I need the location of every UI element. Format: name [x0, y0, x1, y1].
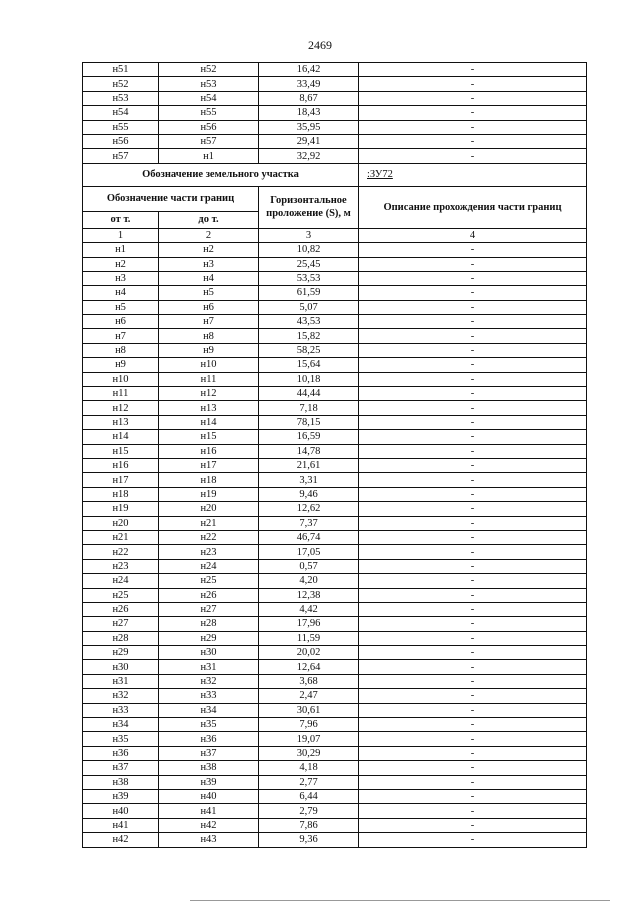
table-row — [83, 833, 587, 847]
to-point-cell: н16 — [159, 444, 259, 458]
to-point-cell: н12 — [159, 387, 259, 401]
from-point-cell: н27 — [83, 617, 159, 631]
table-row — [83, 77, 587, 91]
table-row — [83, 415, 587, 429]
from-point-cell: н28 — [83, 631, 159, 645]
from-point-cell: н17 — [83, 473, 159, 487]
to-point-cell: н37 — [159, 746, 259, 760]
from-point-cell: н22 — [83, 545, 159, 559]
to-point-cell: н30 — [159, 646, 259, 660]
to-point-cell: н2 — [159, 243, 259, 257]
to-point-cell: н25 — [159, 574, 259, 588]
distance-cell: 6,44 — [259, 789, 359, 803]
distance-cell: 43,53 — [259, 315, 359, 329]
description-cell: - — [359, 487, 587, 501]
to-point-cell: н27 — [159, 602, 259, 616]
to-point-cell: н55 — [159, 106, 259, 120]
to-point-header: до т. — [159, 211, 259, 228]
distance-cell: 3,68 — [259, 674, 359, 688]
from-point-cell: н16 — [83, 458, 159, 472]
from-point-cell: н39 — [83, 789, 159, 803]
description-cell: - — [359, 833, 587, 847]
table-row — [83, 617, 587, 631]
distance-cell: 10,82 — [259, 243, 359, 257]
description-cell: - — [359, 746, 587, 760]
description-cell: - — [359, 674, 587, 688]
table-row — [83, 746, 587, 760]
distance-cell: 16,42 — [259, 63, 359, 77]
from-point-cell: н33 — [83, 703, 159, 717]
distance-cell: 17,96 — [259, 617, 359, 631]
from-point-cell: н9 — [83, 358, 159, 372]
distance-cell: 3,31 — [259, 473, 359, 487]
distance-cell: 7,96 — [259, 718, 359, 732]
from-point-cell: н11 — [83, 387, 159, 401]
description-cell: - — [359, 689, 587, 703]
description-cell: - — [359, 243, 587, 257]
to-point-cell: н28 — [159, 617, 259, 631]
description-cell: - — [359, 545, 587, 559]
description-cell: - — [359, 63, 587, 77]
from-point-cell: н12 — [83, 401, 159, 415]
from-point-cell: н24 — [83, 574, 159, 588]
table-row — [83, 401, 587, 415]
table-row — [83, 257, 587, 271]
to-point-cell: н11 — [159, 372, 259, 386]
from-point-cell: н31 — [83, 674, 159, 688]
table-row — [83, 387, 587, 401]
description-cell: - — [359, 358, 587, 372]
to-point-cell: н56 — [159, 120, 259, 134]
distance-cell: 58,25 — [259, 343, 359, 357]
table-row — [83, 473, 587, 487]
distance-cell: 44,44 — [259, 387, 359, 401]
description-cell: - — [359, 703, 587, 717]
table-row — [83, 574, 587, 588]
table-row — [83, 502, 587, 516]
from-point-cell: н52 — [83, 77, 159, 91]
description-cell: - — [359, 120, 587, 134]
distance-cell: 16,59 — [259, 430, 359, 444]
to-point-cell: н18 — [159, 473, 259, 487]
table-row — [83, 271, 587, 285]
table-row — [83, 804, 587, 818]
distance-cell: 18,43 — [259, 106, 359, 120]
from-point-header: от т. — [83, 211, 159, 228]
description-cell: - — [359, 401, 587, 415]
column-number: 1 — [83, 228, 159, 242]
to-point-cell: н41 — [159, 804, 259, 818]
description-cell: - — [359, 444, 587, 458]
to-point-cell: н39 — [159, 775, 259, 789]
description-cell: - — [359, 559, 587, 573]
from-point-cell: н5 — [83, 300, 159, 314]
table-row — [83, 106, 587, 120]
to-point-cell: н36 — [159, 732, 259, 746]
table-row — [83, 300, 587, 314]
from-point-cell: н2 — [83, 257, 159, 271]
table-row — [83, 358, 587, 372]
description-cell: - — [359, 602, 587, 616]
to-point-cell: н31 — [159, 660, 259, 674]
parcel-header — [83, 163, 587, 242]
distance-cell: 5,07 — [259, 300, 359, 314]
from-point-cell: н1 — [83, 243, 159, 257]
description-cell: - — [359, 789, 587, 803]
description-cell: - — [359, 315, 587, 329]
distance-cell: 7,37 — [259, 516, 359, 530]
to-point-cell: н22 — [159, 530, 259, 544]
to-point-cell: н14 — [159, 415, 259, 429]
to-point-cell: н9 — [159, 343, 259, 357]
table-row — [83, 530, 587, 544]
table-row — [83, 732, 587, 746]
description-cell: - — [359, 502, 587, 516]
table-row — [83, 487, 587, 501]
from-point-cell: н42 — [83, 833, 159, 847]
page-edge-line — [190, 900, 610, 901]
parcel-label: Обозначение земельного участка — [83, 163, 359, 186]
table-row — [83, 149, 587, 163]
distance-cell: 4,20 — [259, 574, 359, 588]
table-row — [83, 430, 587, 444]
from-point-cell: н36 — [83, 746, 159, 760]
table-row — [83, 660, 587, 674]
distance-cell: 30,29 — [259, 746, 359, 760]
description-cell: - — [359, 588, 587, 602]
from-point-cell: н30 — [83, 660, 159, 674]
from-point-cell: н54 — [83, 106, 159, 120]
to-point-cell: н43 — [159, 833, 259, 847]
description-cell: - — [359, 818, 587, 832]
distance-cell: 35,95 — [259, 120, 359, 134]
from-point-cell: н29 — [83, 646, 159, 660]
from-point-cell: н51 — [83, 63, 159, 77]
distance-cell: 2,47 — [259, 689, 359, 703]
from-point-cell: н38 — [83, 775, 159, 789]
distance-cell: 15,64 — [259, 358, 359, 372]
distance-cell: 9,36 — [259, 833, 359, 847]
distance-cell: 30,61 — [259, 703, 359, 717]
table-row — [83, 444, 587, 458]
distance-cell: 0,57 — [259, 559, 359, 573]
from-point-cell: н6 — [83, 315, 159, 329]
from-point-cell: н4 — [83, 286, 159, 300]
from-point-cell: н21 — [83, 530, 159, 544]
table-row — [83, 134, 587, 148]
to-point-cell: н15 — [159, 430, 259, 444]
description-cell: - — [359, 775, 587, 789]
from-point-cell: н8 — [83, 343, 159, 357]
from-point-cell: н13 — [83, 415, 159, 429]
description-cell: - — [359, 430, 587, 444]
to-point-cell: н42 — [159, 818, 259, 832]
from-point-cell: н18 — [83, 487, 159, 501]
from-point-cell: н40 — [83, 804, 159, 818]
description-cell: - — [359, 134, 587, 148]
to-point-cell: н20 — [159, 502, 259, 516]
table-row — [83, 243, 587, 257]
to-point-cell: н40 — [159, 789, 259, 803]
from-point-cell: н26 — [83, 602, 159, 616]
table-row — [83, 775, 587, 789]
distance-cell: 20,02 — [259, 646, 359, 660]
table-row — [83, 602, 587, 616]
distance-cell: 10,18 — [259, 372, 359, 386]
to-point-cell: н7 — [159, 315, 259, 329]
description-cell: - — [359, 343, 587, 357]
to-point-cell: н21 — [159, 516, 259, 530]
description-cell: - — [359, 415, 587, 429]
from-point-cell: н23 — [83, 559, 159, 573]
distance-cell: 2,77 — [259, 775, 359, 789]
distance-cell: 7,18 — [259, 401, 359, 415]
distance-cell: 25,45 — [259, 257, 359, 271]
from-point-cell: н25 — [83, 588, 159, 602]
distance-cell: 2,79 — [259, 804, 359, 818]
description-cell: - — [359, 257, 587, 271]
from-point-cell: н35 — [83, 732, 159, 746]
description-cell: - — [359, 530, 587, 544]
to-point-cell: н52 — [159, 63, 259, 77]
description-cell: - — [359, 646, 587, 660]
from-point-cell: н34 — [83, 718, 159, 732]
from-point-cell: н53 — [83, 91, 159, 105]
table-row — [83, 286, 587, 300]
distance-cell: 29,41 — [259, 134, 359, 148]
table-row — [83, 761, 587, 775]
to-point-cell: н13 — [159, 401, 259, 415]
description-cell: - — [359, 91, 587, 105]
table-row — [83, 545, 587, 559]
from-point-cell: н37 — [83, 761, 159, 775]
to-point-cell: н57 — [159, 134, 259, 148]
distance-cell: 12,38 — [259, 588, 359, 602]
description-cell: - — [359, 300, 587, 314]
from-point-cell: н10 — [83, 372, 159, 386]
table-row — [83, 343, 587, 357]
table-row — [83, 559, 587, 573]
description-cell: - — [359, 718, 587, 732]
from-point-cell: н56 — [83, 134, 159, 148]
previous-parcel-rows — [83, 63, 587, 164]
distance-cell: 61,59 — [259, 286, 359, 300]
to-point-cell: н3 — [159, 257, 259, 271]
from-point-cell: н3 — [83, 271, 159, 285]
column-number: 2 — [159, 228, 259, 242]
description-cell: - — [359, 516, 587, 530]
from-point-cell: н20 — [83, 516, 159, 530]
description-cell: - — [359, 286, 587, 300]
distance-cell: 4,18 — [259, 761, 359, 775]
to-point-cell: н10 — [159, 358, 259, 372]
description-cell: - — [359, 732, 587, 746]
description-cell: - — [359, 458, 587, 472]
table-row — [83, 689, 587, 703]
distance-cell: 78,15 — [259, 415, 359, 429]
from-point-cell: н57 — [83, 149, 159, 163]
description-cell: - — [359, 372, 587, 386]
to-point-cell: н23 — [159, 545, 259, 559]
description-cell: - — [359, 617, 587, 631]
table-row — [83, 120, 587, 134]
from-point-cell: н7 — [83, 329, 159, 343]
table-row — [83, 674, 587, 688]
table-row — [83, 329, 587, 343]
to-point-cell: н17 — [159, 458, 259, 472]
to-point-cell: н32 — [159, 674, 259, 688]
to-point-cell: н6 — [159, 300, 259, 314]
description-header: Описание прохождения части границ — [359, 186, 587, 228]
to-point-cell: н5 — [159, 286, 259, 300]
table-row — [83, 91, 587, 105]
distance-cell: 4,42 — [259, 602, 359, 616]
description-cell: - — [359, 574, 587, 588]
table-row — [83, 646, 587, 660]
description-cell: - — [359, 106, 587, 120]
to-point-cell: н8 — [159, 329, 259, 343]
distance-cell: 19,07 — [259, 732, 359, 746]
to-point-cell: н54 — [159, 91, 259, 105]
distance-cell: 33,49 — [259, 77, 359, 91]
description-cell: - — [359, 761, 587, 775]
distance-cell: 8,67 — [259, 91, 359, 105]
table-row — [83, 315, 587, 329]
from-point-cell: н32 — [83, 689, 159, 703]
table-row — [83, 588, 587, 602]
distance-cell: 7,86 — [259, 818, 359, 832]
from-point-cell: н14 — [83, 430, 159, 444]
from-point-cell: н19 — [83, 502, 159, 516]
distance-cell: 46,74 — [259, 530, 359, 544]
to-point-cell: н19 — [159, 487, 259, 501]
to-point-cell: н38 — [159, 761, 259, 775]
table-row — [83, 516, 587, 530]
table-row — [83, 703, 587, 717]
to-point-cell: н53 — [159, 77, 259, 91]
description-cell: - — [359, 387, 587, 401]
distance-header: Горизонтальное проложение (S), м — [259, 186, 359, 228]
distance-cell: 21,61 — [259, 458, 359, 472]
table-row — [83, 372, 587, 386]
from-point-cell: н41 — [83, 818, 159, 832]
parcel-code: :ЗУ72 — [359, 163, 587, 186]
page-number: 2469 — [308, 38, 332, 52]
to-point-cell: н24 — [159, 559, 259, 573]
table-row — [83, 63, 587, 77]
boundary-parts-header: Обозначение части границ — [83, 186, 259, 211]
to-point-cell: н4 — [159, 271, 259, 285]
distance-cell: 11,59 — [259, 631, 359, 645]
to-point-cell: н29 — [159, 631, 259, 645]
description-cell: - — [359, 271, 587, 285]
column-number-row — [83, 228, 587, 242]
distance-cell: 12,64 — [259, 660, 359, 674]
description-cell: - — [359, 77, 587, 91]
distance-cell: 53,53 — [259, 271, 359, 285]
to-point-cell: н34 — [159, 703, 259, 717]
description-cell: - — [359, 804, 587, 818]
to-point-cell: н35 — [159, 718, 259, 732]
distance-cell: 15,82 — [259, 329, 359, 343]
from-point-cell: н55 — [83, 120, 159, 134]
table-row — [83, 789, 587, 803]
to-point-cell: н1 — [159, 149, 259, 163]
table-row — [83, 458, 587, 472]
distance-cell: 9,46 — [259, 487, 359, 501]
column-number: 3 — [259, 228, 359, 242]
description-cell: - — [359, 149, 587, 163]
to-point-cell: н26 — [159, 588, 259, 602]
description-cell: - — [359, 473, 587, 487]
parcel-rows — [83, 243, 587, 847]
column-number: 4 — [359, 228, 587, 242]
distance-cell: 17,05 — [259, 545, 359, 559]
boundary-table — [82, 62, 587, 848]
table-row — [83, 818, 587, 832]
distance-cell: 12,62 — [259, 502, 359, 516]
distance-cell: 14,78 — [259, 444, 359, 458]
description-cell: - — [359, 329, 587, 343]
from-point-cell: н15 — [83, 444, 159, 458]
distance-cell: 32,92 — [259, 149, 359, 163]
description-cell: - — [359, 631, 587, 645]
description-cell: - — [359, 660, 587, 674]
table-row — [83, 631, 587, 645]
to-point-cell: н33 — [159, 689, 259, 703]
table-row — [83, 718, 587, 732]
